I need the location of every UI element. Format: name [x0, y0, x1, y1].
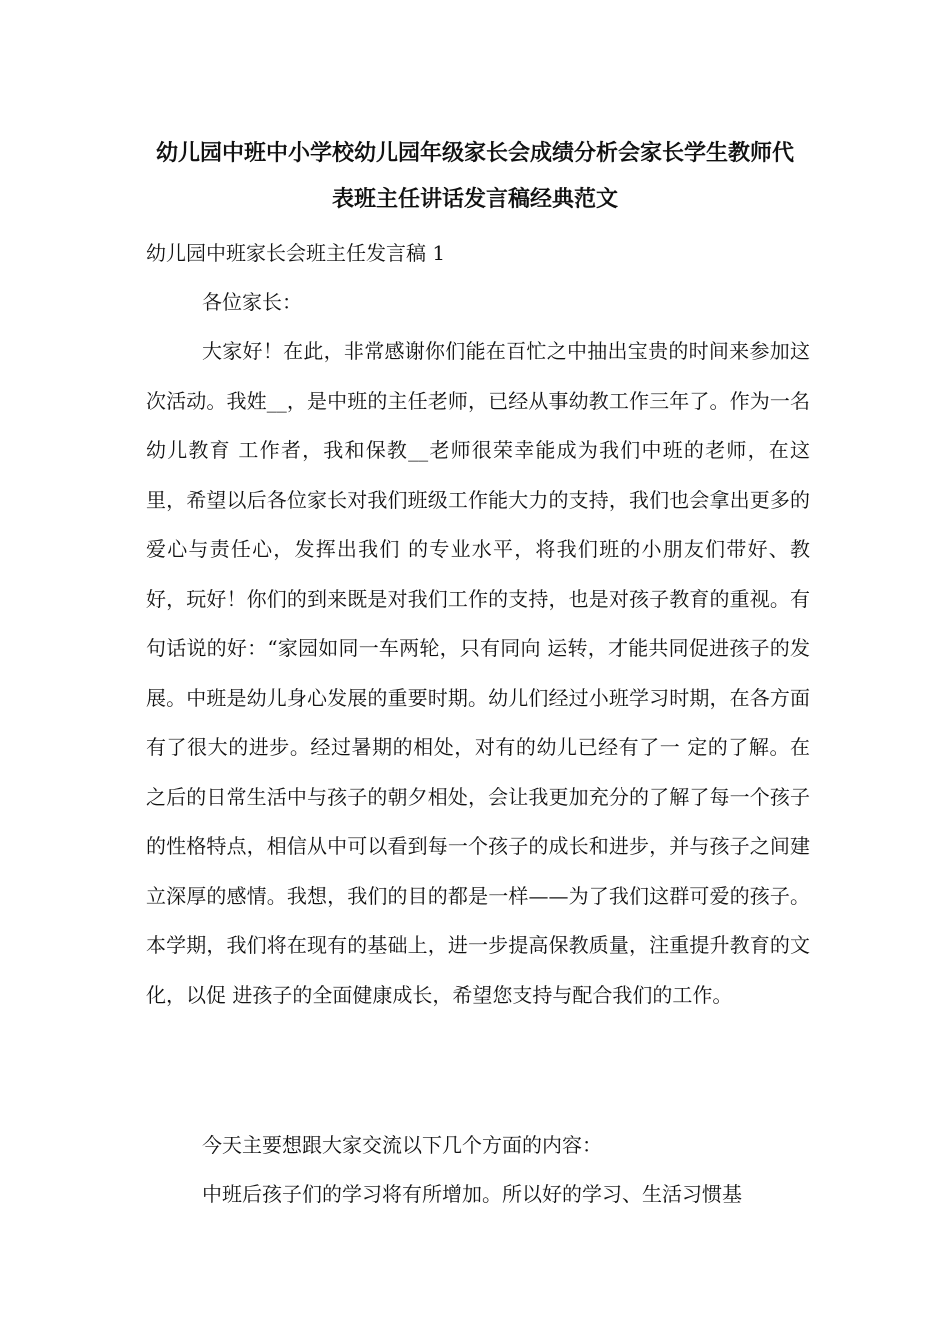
section-heading: 幼儿园中班家长会班主任发言稿 1 — [146, 241, 446, 265]
body-paragraph-1: 大家好！在此，非常感谢你们能在百忙之中抽出宝贵的时间来参加这次活动。我姓__，是中班的主任老师，已经从事幼教工作三年了。作为一名幼儿教育 工作者，我和保教__老师很荣幸能成为我们中班的老师，在这里，希望以后各位家长对我们班级工作能大力的支持，我们也会拿出更多的爱心与责任心，发挥出我们 的专业水平，将我们班的小朋友们带好、教好，玩好！你们的到来既是对我们工作的支持，也是对孩子教育的重视。有句话说的好：“家园如同一车两轮，只有同向 运转，才能共同促进孩子的发展。中班是幼儿身心发展的重要时期。幼儿们经过小班学习时期，在各方面有了很大的进步。经过暑期的相处，对有的幼儿已经有了一 定的了解。在之后的日常生活中与孩子的朝夕相处，会让我更加充分的了解了每一个孩子的性格特点，相信从中可以看到每一个孩子的成长和进步，并与孩子之间建立深厚的感情。我想，我们的目的都是一样——为了我们这群可爱的孩子。本学期，我们将在现有的基础上，进一步提高保教质量，注重提升教育的文化，以促 进孩子的全面健康成长，希望您支持与配合我们的工作。 — [146, 339, 810, 1007]
body-paragraph-2: 今天主要想跟大家交流以下几个方面的内容： — [202, 1133, 602, 1157]
salutation: 各位家长： — [202, 290, 302, 314]
document-title-line-1: 幼儿园中班中小学校幼儿园年级家长会成绩分析会家长学生教师代 — [155, 141, 794, 166]
document-title-line-2: 表班主任讲话发言稿经典范文 — [331, 187, 618, 212]
body-paragraph-3: 中班后孩子们的学习将有所增加。所以好的学习、生活习惯基 — [202, 1182, 742, 1206]
